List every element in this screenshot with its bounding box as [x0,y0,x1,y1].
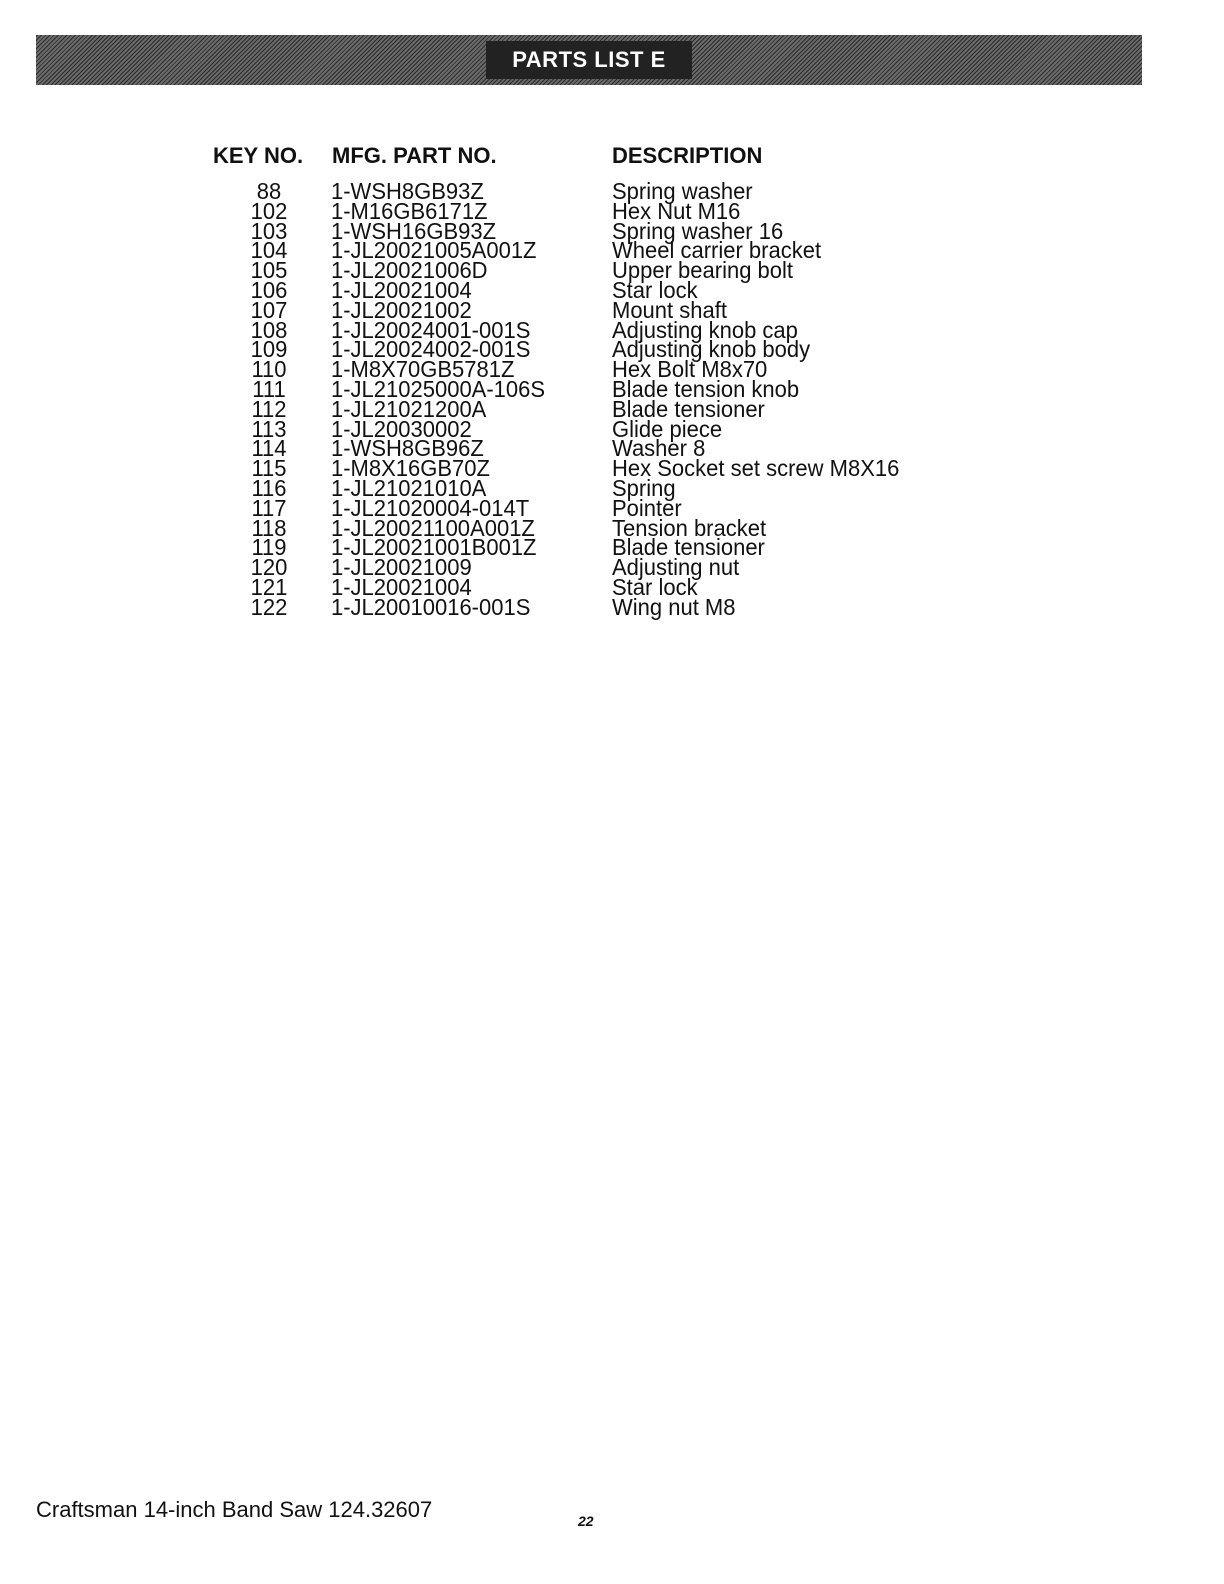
part-description: Hex Nut M16 [612,197,741,224]
key-number: 102 [250,197,288,224]
mfg-part-number: 1-JL20010016-001S [331,593,531,620]
mfg-part-number: 1-M8X16GB70Z [331,455,490,482]
key-number: 105 [250,257,288,284]
mfg-part-number: 1-JL21020004-014T [331,494,530,521]
part-description: Adjusting knob body [612,336,811,363]
mfg-part-number: 1-JL20024002-001S [331,336,531,363]
key-number: 117 [251,494,287,521]
key-number: 112 [251,395,287,422]
part-description: Wheel carrier bracket [612,237,822,264]
part-description: Blade tensioner [612,534,765,561]
section-banner [36,35,1142,85]
key-number: 109 [250,336,288,363]
mfg-part-number: 1-WSH8GB96Z [331,435,484,462]
column-header-mfg-part-no: MFG. PART NO. [332,143,497,168]
mfg-part-number: 1-JL20021002 [331,296,472,323]
part-description: Hex Socket set screw M8X16 [612,455,900,482]
part-description: Blade tension knob [612,375,800,403]
key-number: 116 [251,474,287,502]
key-number: 103 [250,217,288,244]
mfg-part-number: 1-JL20024001-001S [331,316,531,343]
part-description: Blade tensioner [612,395,765,422]
footer-product-title: Craftsman 14-inch Band Saw 124.32607 [36,1497,433,1522]
column-header-key-no: KEY NO. [213,143,304,168]
page-number: 22 [578,1513,594,1529]
column-header-description: DESCRIPTION [612,143,763,168]
part-description: Glide piece [612,415,723,442]
table-row [0,593,1224,620]
part-description: Wing nut M8 [612,593,736,620]
key-number: 104 [250,237,288,264]
key-number: 88 [256,177,282,205]
key-number: 110 [251,356,287,383]
part-description: Pointer [612,494,682,521]
part-description: Upper bearing bolt [612,257,794,284]
key-number: 119 [251,534,287,561]
key-number: 120 [250,553,288,581]
part-description: Mount shaft [612,296,727,323]
part-description: Adjusting nut [612,553,740,581]
key-number: 114 [251,435,287,462]
key-number: 122 [250,593,288,620]
part-description: Star lock [612,276,698,304]
key-number: 115 [251,455,287,482]
key-number: 107 [250,296,288,323]
part-description: Spring washer [612,177,753,205]
mfg-part-number: 1-JL20021004 [331,276,472,304]
mfg-part-number: 1-JL21021010A [331,474,487,502]
mfg-part-number: 1-JL20021005A001Z [331,237,537,264]
key-number: 111 [252,375,286,403]
key-number: 118 [251,514,287,541]
part-description: Adjusting knob cap [612,316,798,343]
mfg-part-number: 1-JL20021004 [331,573,472,601]
key-number: 121 [250,573,288,601]
part-description: Star lock [612,573,698,601]
key-number: 106 [250,276,288,304]
key-number: 108 [250,316,288,343]
part-description: Tension bracket [612,514,767,541]
mfg-part-number: 1-WSH8GB93Z [331,177,484,205]
part-description: Washer 8 [612,435,706,462]
mfg-part-number: 1-JL20021100A001Z [331,514,535,541]
mfg-part-number: 1-JL20021009 [331,553,472,581]
mfg-part-number: 1-M8X70GB5781Z [331,356,515,383]
mfg-part-number: 1-JL20021001B001Z [331,534,537,561]
mfg-part-number: 1-JL20030002 [331,415,472,442]
mfg-part-number: 1-JL21025000A-106S [331,375,546,403]
parts-table [0,177,1224,620]
part-description: Spring washer 16 [612,217,784,244]
mfg-part-number: 1-JL21021200A [331,395,487,422]
part-description: Spring [612,474,676,502]
mfg-part-number: 1-WSH16GB93Z [331,217,497,244]
mfg-part-number: 1-M16GB6171Z [331,197,488,224]
mfg-part-number: 1-JL20021006D [331,257,488,284]
part-description: Hex Bolt M8x70 [612,356,768,383]
key-number: 113 [251,415,287,442]
section-title: PARTS LIST E [486,41,692,79]
